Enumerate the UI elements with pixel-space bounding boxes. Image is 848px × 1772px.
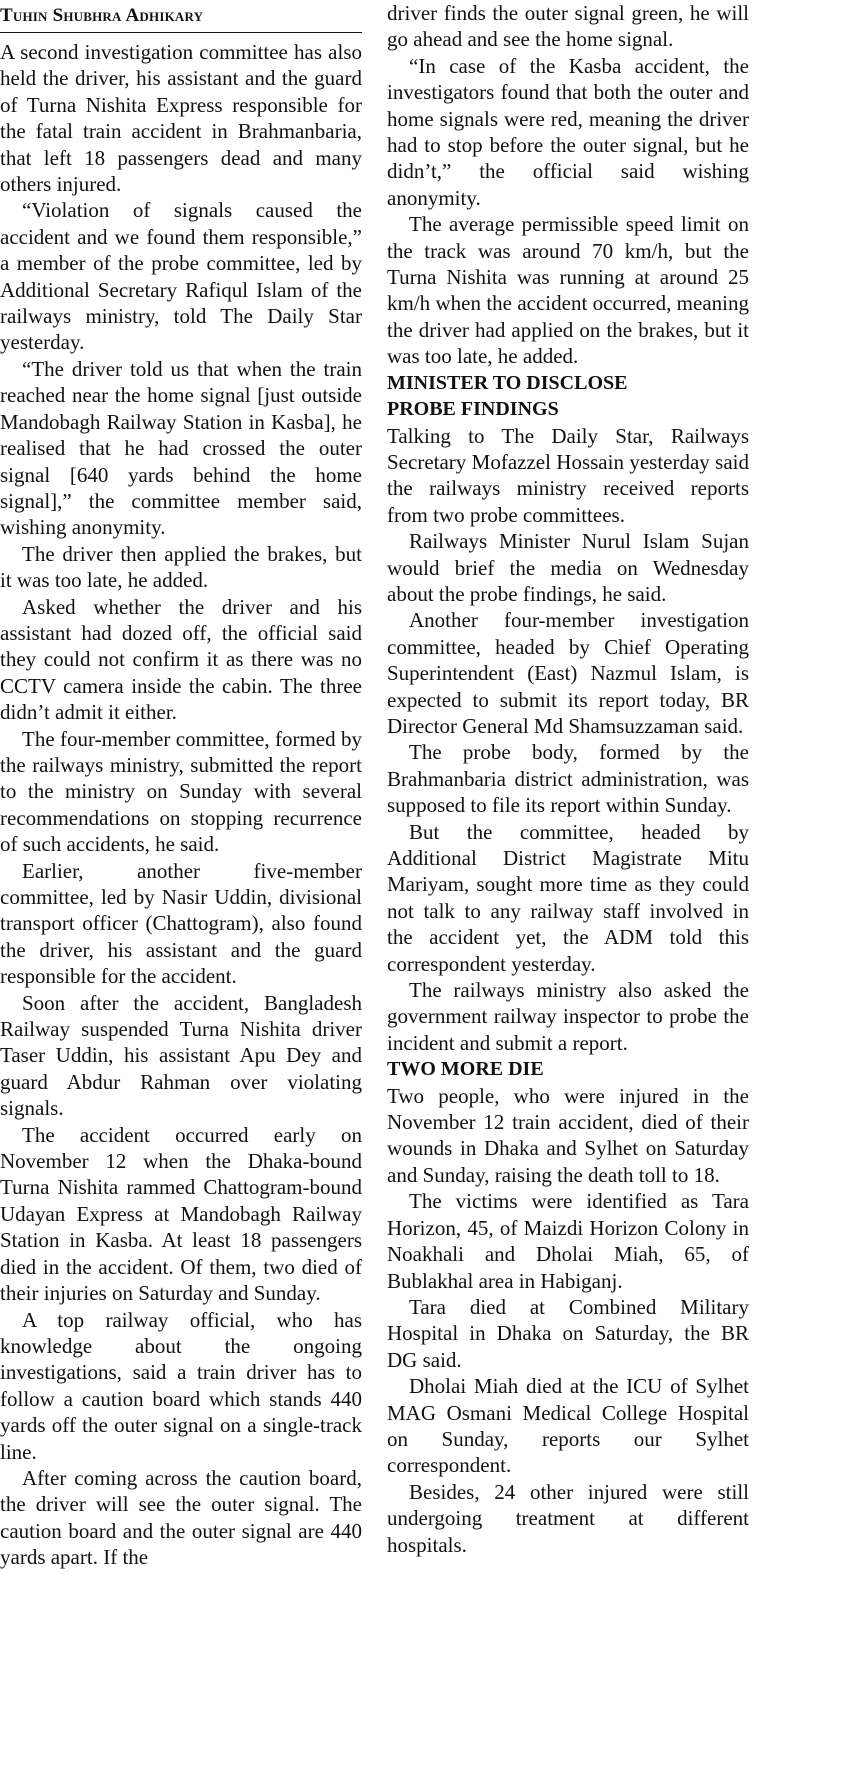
paragraph: The average permissible speed limit on the track was around 70 km/h, but the Turna Nishita was running at around 25 km/h when the accident occurred, meaning the driver had applied on the brakes, but it was too late, he added. <box>387 212 749 369</box>
paragraph: But the committee, headed by Additional District Magistrate Mitu Mariyam, sought more time as they could not talk to any railway staff involved in the accident yet, the ADM told this correspondent yesterday. <box>387 819 749 976</box>
paragraph: “In case of the Kasba accident, the investigators found that both the outer and home signals were red, meaning the driver had to stop before the outer signal, but he didn’t,” the official said wishing anonymity. <box>387 53 749 210</box>
paragraph: The driver then applied the brakes, but it was too late, he added. <box>0 541 362 593</box>
paragraph: The railways ministry also asked the government railway inspector to probe the incident and submit a report. <box>387 978 749 1055</box>
paragraph: Besides, 24 other injured were still undergoing treatment at different hospitals. <box>387 1479 749 1557</box>
subheading-line: PROBE FINDINGS <box>387 398 559 421</box>
paragraph: A top railway official, who has knowledge about the ongoing investigations, said a train driver has to follow a caution board which stands 440 yards off the outer signal on a single-track line. <box>0 1307 362 1464</box>
paragraph: “Violation of signals caused the accident and we found them responsible,” a member of the probe committee, led by Additional Secretary Rafiqul Islam of the railways ministry, told The Daily Star yesterday. <box>0 198 362 355</box>
paragraph: Railways Minister Nurul Islam Sujan would brief the media on Wednesday about the probe findings, he said. <box>387 529 749 606</box>
right-column <box>387 0 749 1558</box>
subheading-line: MINISTER TO DISCLOSE <box>387 371 628 394</box>
byline-rule <box>0 32 362 33</box>
paragraph: A second investigation committee has also held the driver, his assistant and the guard of Turna Nishita Express responsible for the fatal train accident in Brahmanbaria, that left 18 passengers dead and many others injured. <box>0 40 362 197</box>
paragraph: Two people, who were injured in the November 12 train accident, died of their wounds in Dhaka and Sylhet on Saturday and Sunday, raising the death toll to 18. <box>387 1083 749 1187</box>
paragraph: The accident occurred early on November 12 when the Dhaka-bound Turna Nishita rammed Chattogram-bound Udayan Express at Mandobagh Railway Station in Kasba. At least 18 passengers died in the accident. Of them, two died of their injuries on Saturday and Sunday. <box>0 1122 362 1306</box>
paragraph: “The driver told us that when the train reached near the home signal [just outside Mandobagh Railway Station in Kasba], he realised that he had crossed the outer signal [640 yards behind the home signal],” the committee member said, wishing anonymity. <box>0 356 362 540</box>
subheading-minister <box>387 370 749 423</box>
paragraph: The victims were identified as Tara Horizon, 45, of Maizdi Horizon Colony in Noakhali and Dholai Miah, 65, of Bublakhal area in Habiganj. <box>387 1189 749 1293</box>
paragraph: Dholai Miah died at the ICU of Sylhet MAG Osmani Medical College Hospital on Sunday, reports our Sylhet correspondent. <box>387 1374 749 1478</box>
paragraph: Asked whether the driver and his assistant had dozed off, the official said they could not confirm it as there was no CCTV camera inside the cabin. The three didn’t admit it either. <box>0 594 362 725</box>
paragraph: Another four-member investigation committee, headed by Chief Operating Superintendent (East) Nazmul Islam, is expected to submit its report today, BR Director General Md Shamsuzzaman said. <box>387 608 749 738</box>
paragraph: Talking to The Daily Star, Railways Secretary Mofazzel Hossain yesterday said the railways ministry received reports from two probe committees. <box>387 423 749 527</box>
paragraph: Earlier, another five-member committee, led by Nasir Uddin, divisional transport officer (Chattogram), also found the driver, his assistant and the guard responsible for the accident. <box>0 858 362 989</box>
left-column <box>0 0 362 1571</box>
paragraph: The probe body, formed by the Brahmanbaria district administration, was supposed to file its report within Sunday. <box>387 740 749 818</box>
paragraph: Tara died at Combined Military Hospital in Dhaka on Saturday, the BR DG said. <box>387 1294 749 1372</box>
paragraph-continued: driver finds the outer signal green, he will go ahead and see the home signal. <box>387 1 749 52</box>
paragraph: Soon after the accident, Bangladesh Railway suspended Turna Nishita driver Taser Uddin, his assistant Apu Dey and guard Abdur Rahman over violating signals. <box>0 990 362 1121</box>
byline: Tuhin Shubhra Adhikary <box>0 5 204 26</box>
paragraph: The four-member committee, formed by the railways ministry, submitted the report to the ministry on Sunday with several recommendations on stopping recurrence of such accidents, he said. <box>0 726 362 857</box>
subheading-two-more-die: TWO MORE DIE <box>387 1058 544 1081</box>
paragraph: After coming across the caution board, the driver will see the outer signal. The caution board and the outer signal are 440 yards apart. If the <box>0 1465 362 1570</box>
